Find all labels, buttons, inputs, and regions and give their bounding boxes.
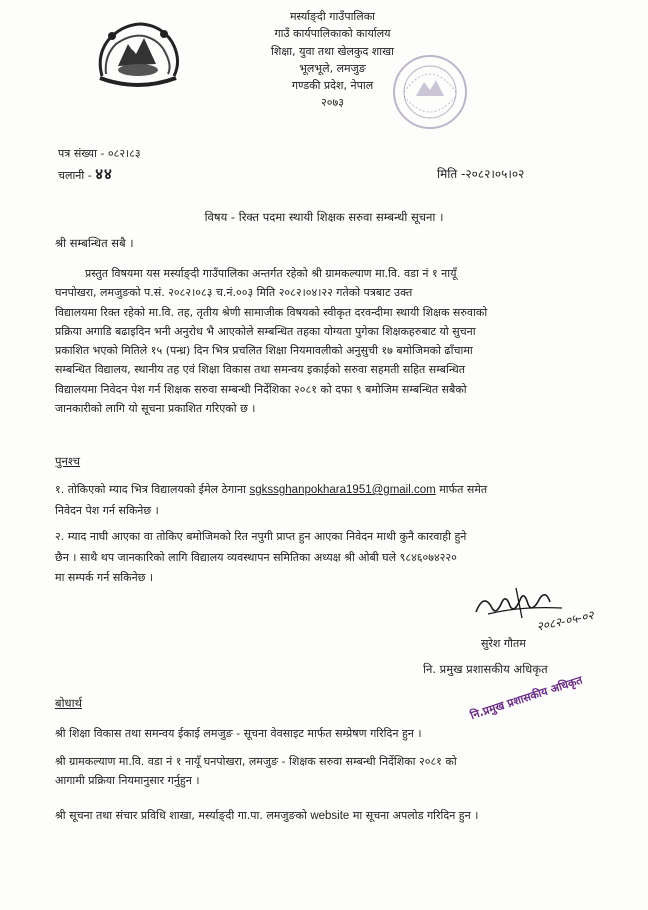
established-year: २०७३ — [321, 96, 344, 110]
postscript-item-1-suffix: मार्फत समेत — [439, 483, 488, 496]
postscript-heading: पुनश्च — [55, 454, 81, 468]
office-address: भूलभूले, लमजुङ — [299, 61, 366, 75]
recipient-3 — [55, 806, 615, 826]
municipality-name: मर्स्याङ्दी गाउँपालिका — [289, 10, 376, 23]
recipient-2-line: श्री ग्रामकल्याण मा.वि. वडा नं १ नायूँ घनपोखरा, लमजुङ - शिक्षक सरुवा सम्बन्धी निर्देशिका २०८१ को — [55, 755, 457, 768]
recipient-2-line: आगामी प्रक्रिया नियमानुसार गर्नुहुन । — [55, 774, 200, 787]
postscript-item-2-line: छैन । साथै थप जानकारिको लागि विद्यालय व्यवस्थापन समितिका अध्यक्ष श्री ओबी घले ९८४६०७४२२० — [55, 550, 457, 564]
body-line: विद्यालयमा रिक्त रहेको मा.वि. तह, तृतीय श्रेणी सामाजीक विषयको स्वीकृत दरवन्दीमा स्थायी शिक्षक सरुवाको — [55, 305, 488, 319]
section-name: शिक्षा, युवा तथा खेलकुद शाखा — [271, 44, 394, 58]
postscript-item-2-line: २. म्याद नाघी आएका वा तोकिए बमोजिमको रित नपुगी प्राप्त हुन आएका निवेदन माथी कुनै कारवाही हुने — [55, 530, 467, 543]
postscript-item-1 — [55, 480, 595, 521]
body-paragraph — [55, 264, 590, 418]
recipient-2 — [55, 752, 615, 790]
dispatch-label: चलानी - — [58, 169, 92, 182]
body-line: प्रक्रिया अगाडि बढाइदिन भनी अनुरोध भै आएकोले सम्बन्धित तहका योग्यता पुगेका शिक्षकहरुबाट यो सुचना — [55, 324, 476, 338]
postscript-item-1-text: १. तोकिएको म्याद भित्र विद्यालयको ईमेल ठेगाना — [55, 483, 246, 496]
signer-name: सुरेश गौतम — [481, 637, 526, 650]
province-name: गण्डकी प्रदेश, नेपाल — [291, 79, 374, 93]
letterhead — [210, 8, 455, 112]
letter-number: पत्र संख्या - ०८२।८३ — [58, 147, 141, 160]
letter-subject: विषय - रिक्त पदमा स्थायी शिक्षक सरुवा सम्बन्धी सूचना । — [204, 210, 444, 224]
body-line: प्रकाशित भएको मितिले १५ (पन्ध्र) दिन भित्र प्रचलित शिक्षा नियमावलीको अनुसुची १७ बमोजिमको ढाँचामा — [55, 344, 473, 358]
body-line: प्रस्तुत विषयमा यस मर्स्याङ्दी गाउँपालिका अन्तर्गत रहेको श्री ग्रामकल्याण मा.वि. वडा नं १ नायूँ — [85, 267, 457, 280]
dispatch-value: ४४ — [95, 165, 113, 183]
school-email-link[interactable]: sgkssghanpokhara1951@gmail.com — [249, 484, 436, 496]
recipient-3-suffix: मा सूचना अपलोड गरिदिन हुन । — [352, 809, 479, 822]
letter-date: मिति -२०८२।०५।०२ — [437, 167, 525, 181]
bodhartha-heading: बोधार्थ — [55, 696, 82, 710]
nepal-emblem-icon — [92, 14, 184, 92]
body-line: विद्यालयमा निवेदन पेश गर्न शिक्षक सरुवा सम्बन्धी निर्देशिका २०८१ को दफा ९ बमोजिम सम्बन्धित सबैको — [55, 382, 467, 396]
salutation: श्री सम्बन्धित सबै । — [55, 236, 134, 250]
signature-date: २०८२-०५-०२ — [535, 608, 595, 634]
recipient-3-website: website — [310, 810, 350, 822]
official-seal-text: नि.प्रमुख प्रशासकीय अधिकृत — [468, 673, 585, 723]
body-line: सम्बन्धित विद्यालय, स्थानीय तह एवं शिक्षा विकास तथा समन्वय इकाईको सरुवा सहमती सहित सम्बन्धित — [55, 363, 466, 377]
postscript-item-2 — [55, 527, 595, 589]
body-line: घनपोखरा, लमजुङको प.सं. २०८२।०८३ च.नं.००३ मिति २०८२।०४।२२ गतेको पत्रबाट उक्त — [55, 286, 413, 300]
body-line: जानकारीको लागि यो सूचना प्रकाशित गरिएको छ । — [55, 402, 256, 416]
postscript-item-1-line-2: निवेदन पेश गर्न सकिनेछ । — [55, 503, 159, 517]
office-name: गाउँ कार्यपालिकाको कार्यालय — [274, 27, 391, 41]
signer-title: नि. प्रमुख प्रशासकीय अधिकृत — [423, 662, 548, 676]
dispatch-number — [58, 164, 113, 184]
recipient-1: श्री शिक्षा विकास तथा समन्वय ईकाई लमजुङ - सूचना वेवसाइट मार्फत सम्प्रेषण गरिदिन हुन । — [55, 727, 422, 740]
postscript-item-2-line: मा सम्पर्क गर्न सकिनेछ । — [55, 571, 154, 584]
recipient-3-text: श्री सूचना तथा संचार प्रविधि शाखा, मर्स्याङ्दी गा.पा. लमजुङको — [55, 809, 307, 822]
